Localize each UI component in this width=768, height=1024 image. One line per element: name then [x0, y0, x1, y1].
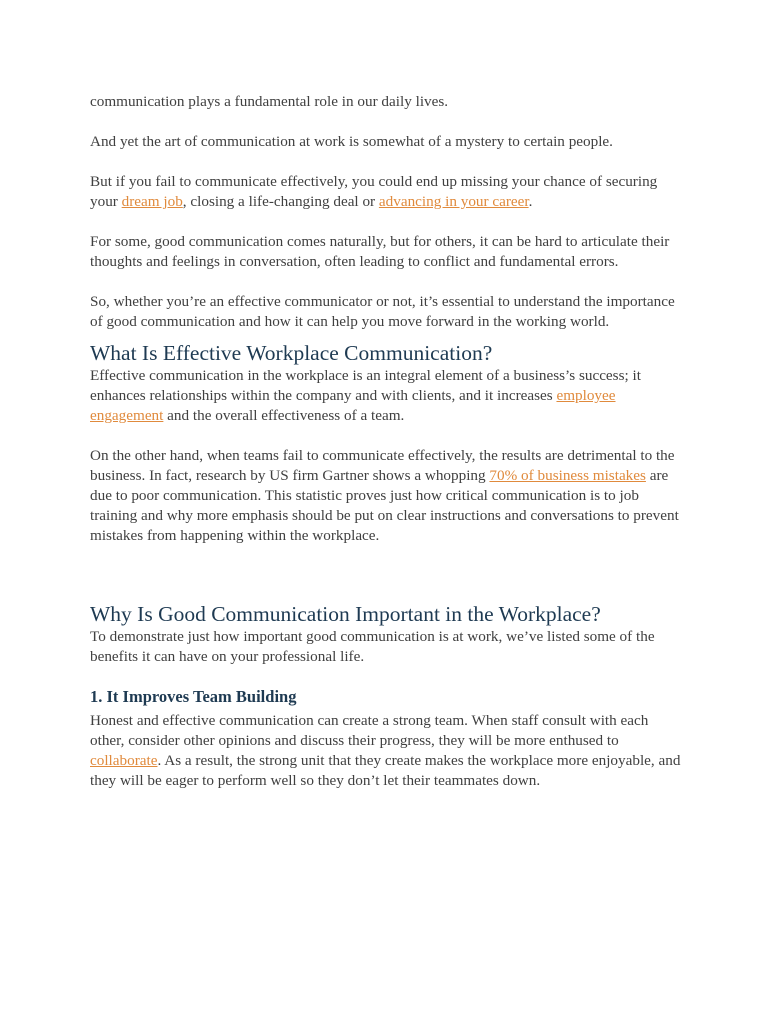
section1-paragraph-1	[90, 366, 682, 426]
business-mistakes-link[interactable]: 70% of business mistakes	[489, 467, 646, 484]
subheading-team-building: 1. It Improves Team Building	[90, 687, 297, 706]
intro-paragraph-2: And yet the art of communication at work is somewhat of a mystery to certain people.	[90, 133, 613, 150]
section2-paragraph-1: To demonstrate just how important good communication is at work, we’ve listed some of the benefits it can have on your professional life.	[90, 628, 655, 665]
intro-paragraph-4: For some, good communication comes naturally, but for others, it can be hard to articulate their thoughts and feelings in conversation, often leading to conflict and fundamental errors.	[90, 233, 670, 270]
intro-paragraph-1: communication plays a fundamental role in our daily lives.	[90, 93, 449, 110]
section1-paragraph-1-text-a: Effective communication in the workplace is an integral element of a business’s success; it enhances relationships within the company and with clients, and it increases	[90, 367, 641, 404]
employee-engagement-link[interactable]: employee engagement	[90, 387, 616, 424]
intro-paragraph-3-text-a: But if you fail to communicate effectively, you could end up missing your chance of securing your	[90, 173, 658, 210]
section1-paragraph-2	[90, 446, 682, 546]
section-heading-effective-communication: What Is Effective Workplace Communication?	[90, 341, 493, 365]
team-building-paragraph	[90, 711, 682, 791]
article-body	[90, 92, 682, 791]
section-heading-why-good-communication: Why Is Good Communication Important in the Workplace?	[90, 602, 601, 626]
team-building-text-b: . As a result, the strong unit that they create makes the workplace more enjoyable, and they will be eager to perform well so they don’t let their teammates down.	[90, 752, 681, 789]
intro-paragraph-3-text-c: .	[528, 193, 533, 210]
advancing-career-link[interactable]: advancing in your career	[378, 193, 529, 210]
intro-paragraph-5: So, whether you’re an effective communicator or not, it’s essential to understand the importance of good communication and how it can help you move forward in the working world.	[90, 293, 675, 330]
dream-job-link[interactable]: dream job	[121, 193, 183, 210]
collaborate-link[interactable]: collaborate	[90, 752, 158, 769]
team-building-text-a: Honest and effective communication can create a strong team. When staff consult with each other, consider other opinions and discuss their progress, they will be more enthused to	[90, 712, 649, 749]
intro-paragraph-3-text-b: , closing a life-changing deal or	[182, 193, 379, 210]
section1-paragraph-2-text-a: On the other hand, when teams fail to communicate effectively, the results are detrimental to the business. In fact, research by US firm Gartner shows a whopping	[90, 447, 675, 484]
section1-paragraph-2-text-b: are due to poor communication. This statistic proves just how critical communication is to job training and why more emphasis should be put on clear instructions and conversations to prevent mistakes from happening within the workplace.	[90, 467, 679, 544]
section1-paragraph-1-text-b: and the overall effectiveness of a team.	[163, 407, 405, 424]
intro-paragraph-3	[90, 172, 682, 212]
